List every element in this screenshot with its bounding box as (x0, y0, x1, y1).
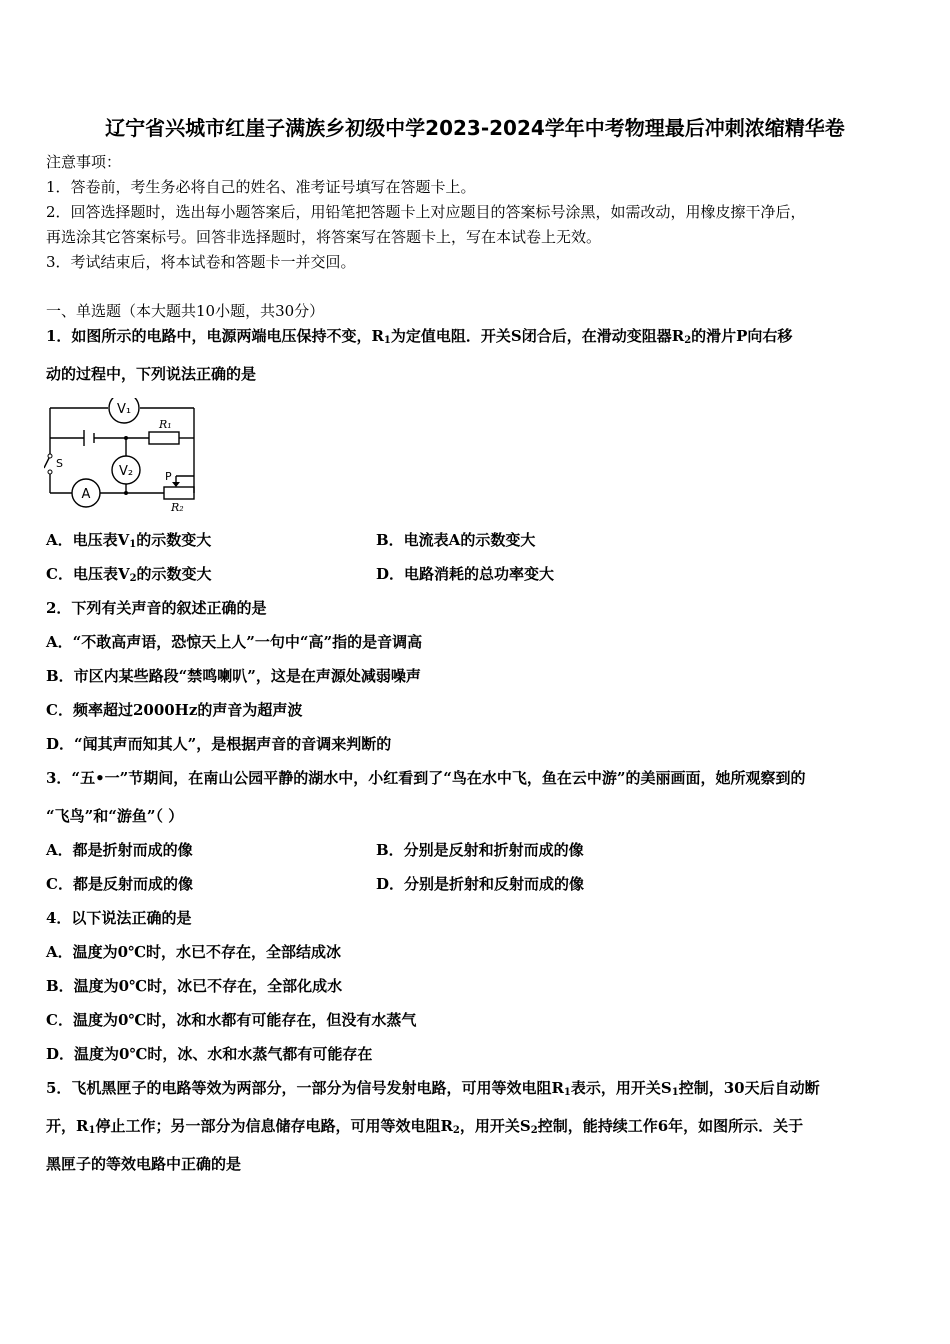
q2-option-a: A．“不敢高声语，恐惊天上人”一句中“高”指的是音调高 (46, 633, 423, 651)
ammeter-icon (72, 479, 100, 507)
q1-text-a: 1．如图所示的电路中，电源两端电压保持不变，R (46, 327, 384, 345)
q5-l1-b: 表示，用开关S (570, 1079, 672, 1097)
q2-option-d: D．“闻其声而知其人”，是根据声音的音调来判断的 (46, 735, 392, 753)
voltmeter-v1-icon (109, 398, 139, 423)
switch-label: S (56, 457, 63, 470)
notice-item-3: 3．考试结束后，将本试卷和答题卡一并交回。 (46, 253, 356, 271)
q5-l2-sub1: 1 (88, 1125, 96, 1136)
q2-option-c: C．频率超过2000Hz的声音为超声波 (46, 701, 303, 719)
q1-sub-r2: 2 (684, 335, 692, 346)
q4-option-c: C．温度为0℃时，冰和水都有可能存在，但没有水蒸气 (46, 1011, 417, 1029)
q5-l2-d: 控制，能持续工作6年，如图所示．关于 (537, 1117, 804, 1135)
q3-option-c: C．都是反射而成的像 (46, 875, 193, 893)
q5-l2-b: 停止工作；另一部分为信息储存电路，可用等效电阻R (95, 1117, 453, 1135)
q1-stem-line2: 动的过程中，下列说法正确的是 (46, 365, 257, 383)
q5-l1-sub1: 1 (563, 1087, 571, 1098)
q3-stem-line1: 3．“五•一”节期间，在南山公园平静的湖水中，小红看到了“鸟在水中飞，鱼在云中游”的美丽画面，她所观察到的 (46, 769, 806, 787)
q4-option-b: B．温度为0℃时，冰已不存在，全部化成水 (46, 977, 343, 995)
q1-option-c-sub: 2 (129, 573, 137, 584)
notice-item-2: 2．回答选择题时，选出每小题答案后，用铅笔把答题卡上对应题目的答案标号涂黑，如需改动，用橡皮擦干净后， (46, 203, 806, 221)
q3-option-a: A．都是折射而成的像 (46, 841, 193, 859)
q2-stem: 2．下列有关声音的叙述正确的是 (46, 599, 267, 617)
notice-heading: 注意事项： (46, 153, 122, 171)
section-heading: 一、单选题（本大题共10小题，共30分） (46, 302, 325, 320)
q5-l2-sub3: 2 (530, 1125, 538, 1136)
q1-stem-line1 (46, 326, 792, 351)
v2-label: V₂ (118, 464, 134, 479)
q2-option-b: B．市区内某些路段“禁鸣喇叭”，这是在声源处减弱噪声 (46, 667, 421, 685)
v1-label: V₁ (116, 402, 132, 417)
q1-option-c-text: C．电压表V (46, 565, 130, 583)
q5-l1-sub2: 1 (671, 1087, 679, 1098)
q1-option-b: B．电流表A的示数变大 (376, 531, 536, 549)
q3-stem-line2: “飞鸟”和“游鱼”（ ） (46, 807, 184, 825)
r2-label: R₂ (171, 501, 184, 514)
q1-option-d: D．电路消耗的总功率变大 (376, 565, 555, 583)
voltmeter-v2-icon (112, 456, 140, 484)
q5-l1-a: 5．飞机黑匣子的电路等效为两部分，一部分为信号发射电路，可用等效电阻R (46, 1079, 564, 1097)
q1-text-b: 为定值电阻．开关S闭合后，在滑动变阻器R (390, 327, 685, 345)
q5-stem-line1 (46, 1078, 820, 1103)
q5-l2-sub2: 2 (452, 1125, 460, 1136)
q1-option-a-text2: 的示数变大 (136, 531, 212, 549)
q4-option-a: A．温度为0℃时，水已不存在，全部结成冰 (46, 943, 342, 961)
page-title: 辽宁省兴城市红崖子满族乡初级中学2023-2024学年中考物理最后冲刺浓缩精华卷 (105, 116, 845, 140)
q5-stem-line3: 黑匣子的等效电路中正确的是 (46, 1155, 242, 1173)
q1-option-a (46, 530, 211, 555)
q1-text-c: 的滑片P向右移 (691, 327, 793, 345)
q1-option-a-sub: 1 (129, 539, 137, 550)
ammeter-label: A (81, 487, 91, 502)
notice-item-2-cont: 再选涂其它答案标号。回答非选择题时，将答案写在答题卡上，写在本试卷上无效。 (46, 228, 602, 246)
q5-l2-a: 开，R (46, 1117, 89, 1135)
q1-option-c-text2: 的示数变大 (136, 565, 212, 583)
q5-l1-c: 控制，30天后自动断 (678, 1079, 820, 1097)
q1-option-a-text: A．电压表V (46, 531, 130, 549)
q1-circuit-diagram (44, 398, 204, 514)
q1-sub-r1: 1 (383, 335, 391, 346)
q3-option-b: B．分别是反射和折射而成的像 (376, 841, 584, 859)
r1-label: R₁ (159, 418, 172, 431)
q1-option-c (46, 564, 212, 589)
q4-stem: 4．以下说法正确的是 (46, 909, 192, 927)
q3-option-d: D．分别是折射和反射而成的像 (376, 875, 585, 893)
q5-stem-line2 (46, 1116, 803, 1141)
q4-option-d: D．温度为0℃时，冰、水和水蒸气都有可能存在 (46, 1045, 373, 1063)
slider-label: P (165, 470, 172, 483)
notice-item-1: 1．答卷前，考生务必将自己的姓名、准考证号填写在答题卡上。 (46, 178, 476, 196)
q5-l2-c: ，用开关S (459, 1117, 531, 1135)
